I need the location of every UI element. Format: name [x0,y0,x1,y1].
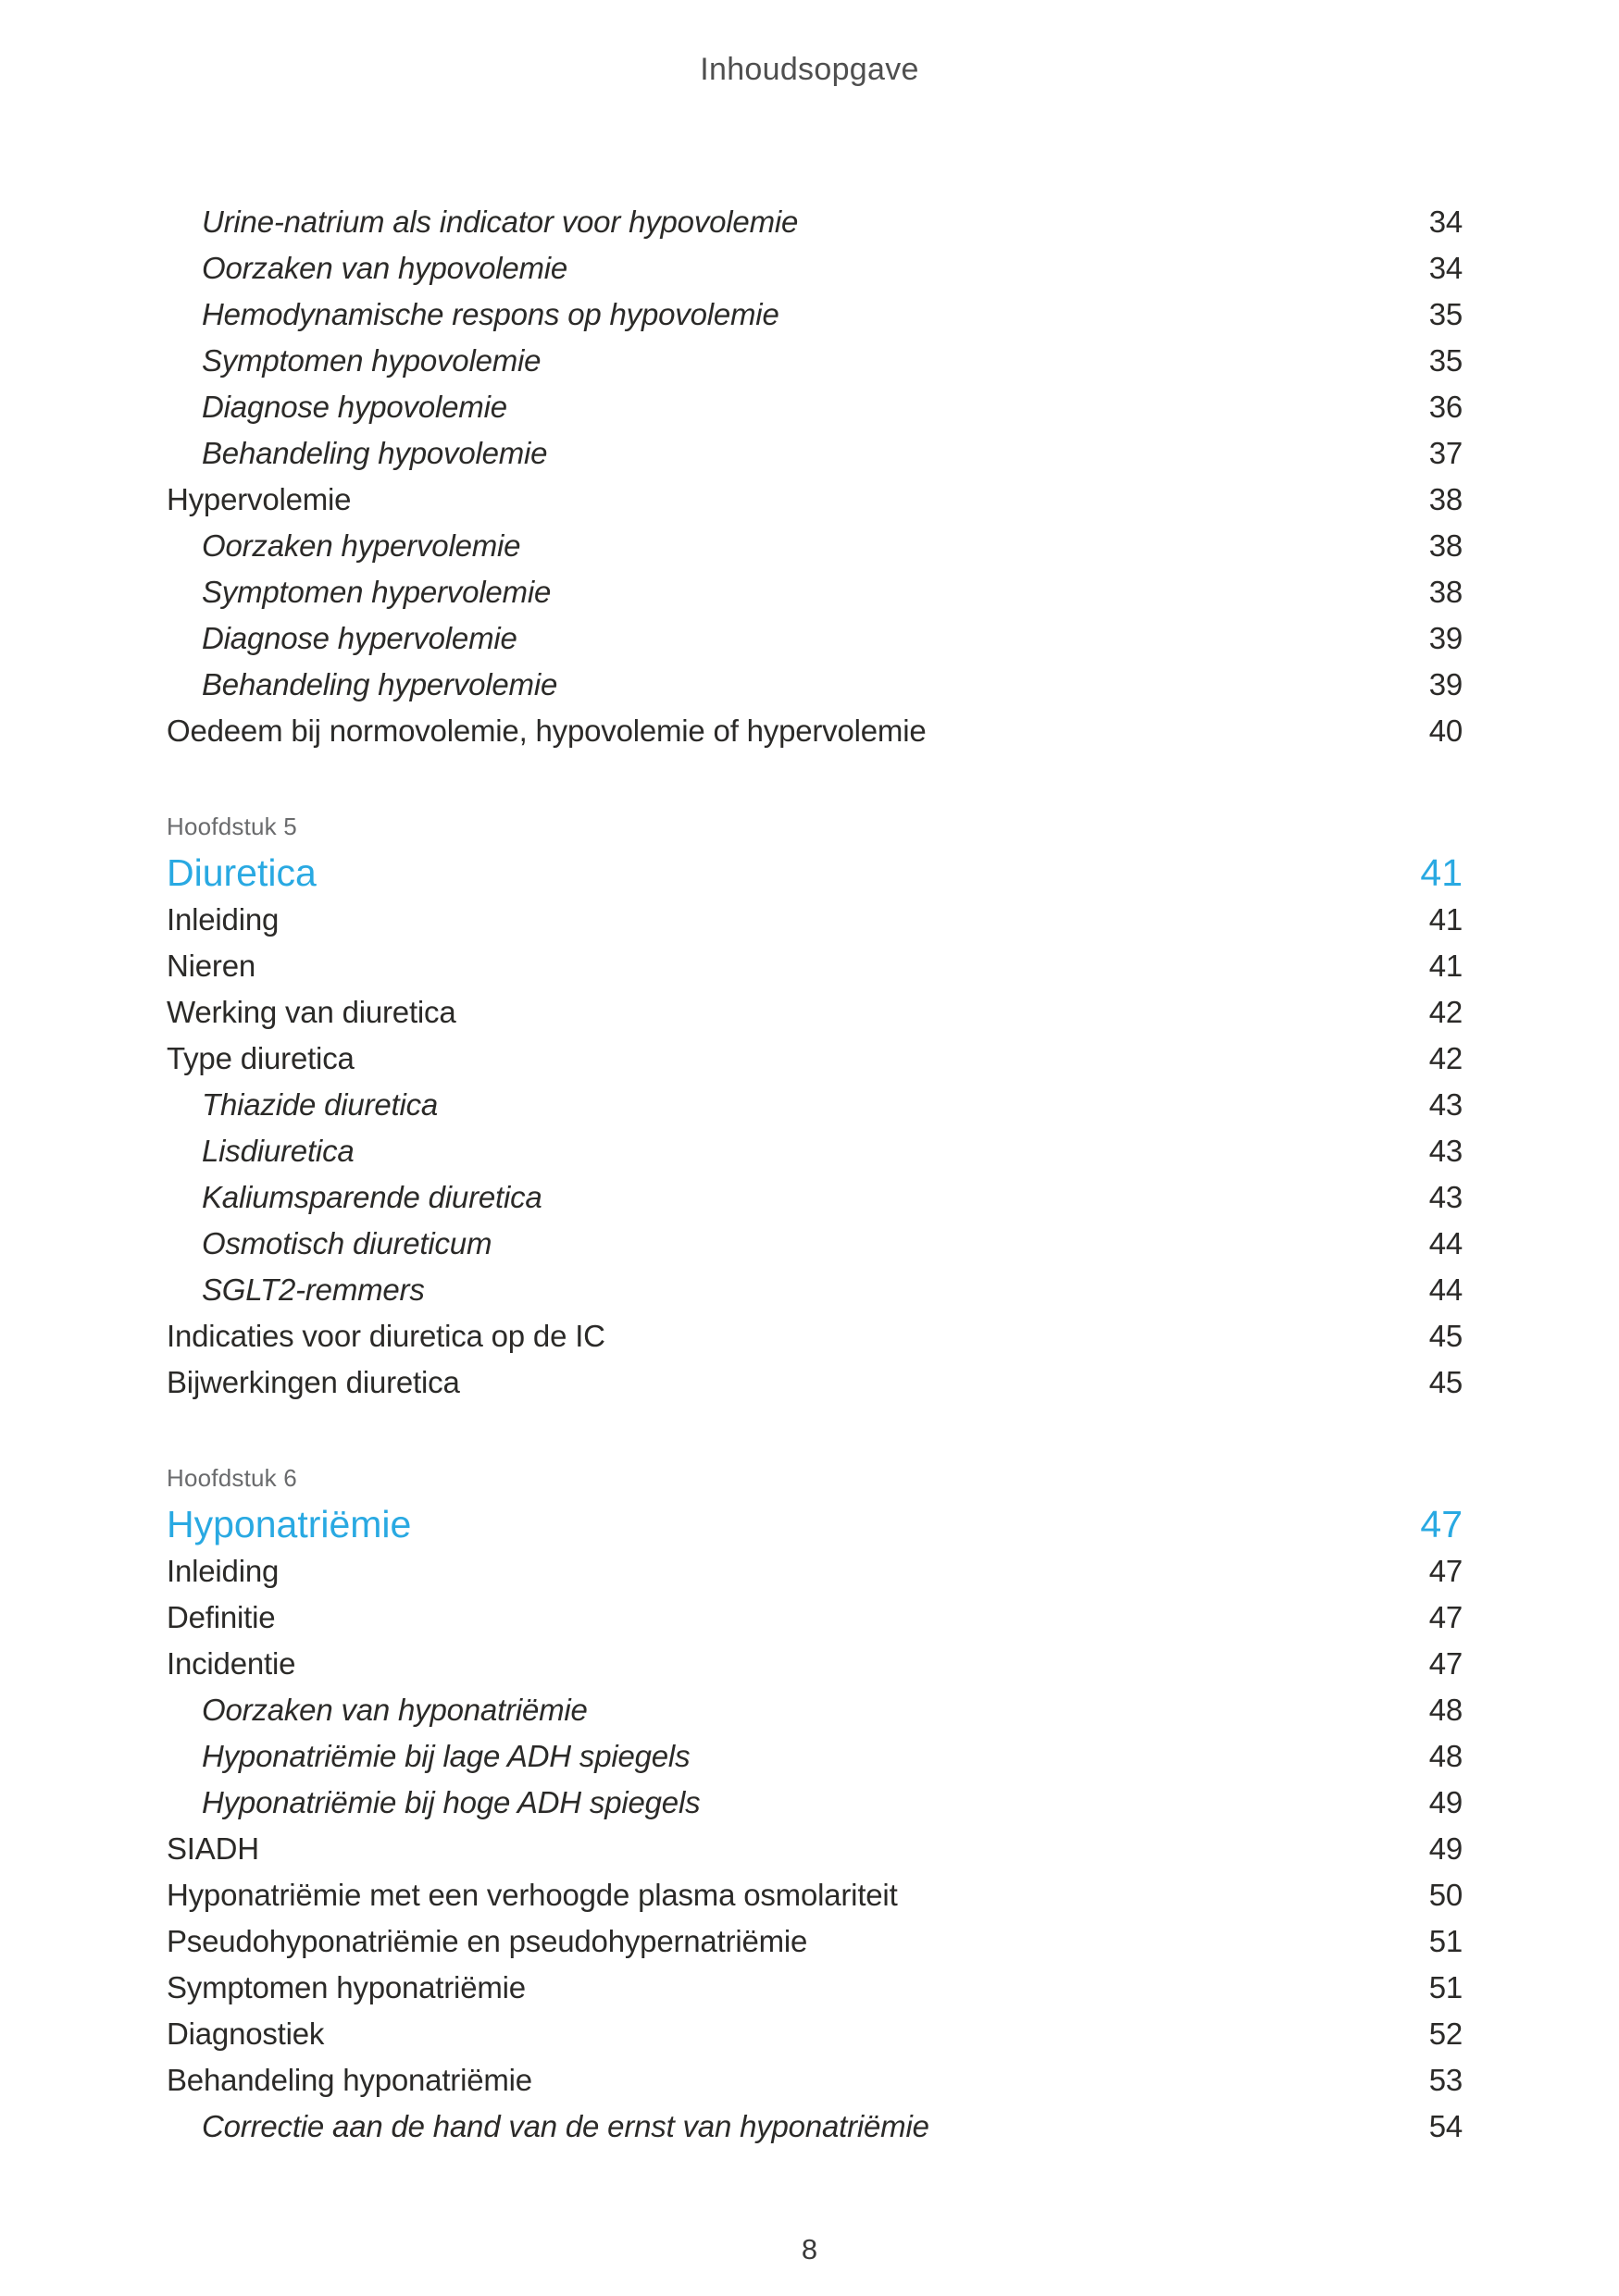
toc-entry[interactable] [167,523,1463,569]
toc-entry-label: Thiazide diuretica [202,1087,439,1122]
toc-entry-page: 47 [1428,1554,1463,1588]
toc-section [167,805,1463,1406]
page-footer [0,2228,1619,2271]
toc-entry-label: Oorzaken van hyponatriëmie [202,1693,588,1727]
toc-entry-label: Type diuretica [167,1041,355,1075]
toc-entry-label: Diagnose hypovolemie [202,390,507,424]
toc-entry-label: Inleiding [167,902,280,937]
toc-entry-page: 38 [1428,575,1463,609]
toc-entry-page: 37 [1428,436,1463,470]
toc-entry[interactable] [167,2057,1463,2104]
toc-entry-label: Osmotisch diureticum [202,1226,492,1260]
toc-entry-label: SGLT2-remmers [202,1272,425,1307]
toc-entry-label: Symptomen hypovolemie [202,343,542,378]
toc-entry[interactable] [167,1174,1463,1221]
toc-entry-page: 39 [1428,621,1463,655]
toc-entry-page: 41 [1428,949,1463,983]
toc-entry[interactable] [167,1965,1463,2011]
toc-entry[interactable] [167,292,1463,338]
toc-entry-label: Urine-natrium als indicator voor hypovolemie [202,205,799,239]
toc-entry-page: 49 [1428,1831,1463,1866]
toc-entry-label: Symptomen hyponatriëmie [167,1970,526,2004]
toc-entry[interactable] [167,1872,1463,1918]
toc-entry-label: Hyponatriëmie bij hoge ADH spiegels [202,1785,701,1819]
toc-entry[interactable] [167,897,1463,943]
toc-entry-page: 48 [1428,1739,1463,1773]
toc-entry-page: 47 [1428,1646,1463,1681]
toc-entry-page: 51 [1428,1970,1463,2004]
toc-entry[interactable] [167,1733,1463,1780]
toc-entry-page: 41 [1428,902,1463,937]
toc-entry[interactable] [167,199,1463,245]
toc-entry-page: 35 [1428,343,1463,378]
toc-entry[interactable] [167,1082,1463,1128]
toc-entry-page: 43 [1428,1134,1463,1168]
toc-entry[interactable] [167,1313,1463,1359]
toc-section [167,199,1463,754]
toc-entry-label: Lisdiuretica [202,1134,355,1168]
toc-entry-label: Hypervolemie [167,482,352,516]
toc-entry-page: 43 [1428,1180,1463,1214]
toc-entry-page: 52 [1428,2017,1463,2051]
toc-entry[interactable] [167,1036,1463,1082]
toc-entry-label: Oorzaken hypervolemie [202,528,521,563]
toc-entry-page: 49 [1428,1785,1463,1819]
toc-entry[interactable] [167,1267,1463,1313]
chapter-title: Diuretica [167,850,317,894]
toc-entry-label: Definitie [167,1600,276,1634]
toc-entry[interactable] [167,1641,1463,1687]
toc-entry-page: 45 [1428,1319,1463,1353]
toc-entry-page: 40 [1428,714,1463,748]
toc-entry-label: Diagnose hypervolemie [202,621,517,655]
toc-entry-label: SIADH [167,1831,259,1866]
toc-entry-label: Oedeem bij normovolemie, hypovolemie of hypervolemie [167,714,927,748]
toc-entry[interactable] [167,1780,1463,1826]
toc-entry[interactable] [167,338,1463,384]
toc-entry-page: 48 [1428,1693,1463,1727]
chapter-title-row[interactable] [167,1500,1463,1548]
toc-entry-page: 50 [1428,1878,1463,1912]
toc-entry-label: Hyponatriëmie met een verhoogde plasma osmolariteit [167,1878,898,1912]
toc-entry[interactable] [167,989,1463,1036]
toc-entry-label: Kaliumsparende diuretica [202,1180,542,1214]
chapter-title: Hyponatriëmie [167,1502,412,1545]
toc-entry-page: 54 [1428,2109,1463,2143]
toc-entry-label: Pseudohyponatriëmie en pseudohypernatriëmie [167,1924,808,1958]
toc-entry-page: 44 [1428,1272,1463,1307]
toc-entry-page: 36 [1428,390,1463,424]
toc-entry[interactable] [167,1826,1463,1872]
toc-entry[interactable] [167,1128,1463,1174]
toc-entry-label: Werking van diuretica [167,995,456,1029]
toc-entry-page: 34 [1428,205,1463,239]
toc-entry-page: 43 [1428,1087,1463,1122]
toc-entry-page: 35 [1428,297,1463,331]
toc-entry-page: 51 [1428,1924,1463,1958]
toc-section [167,1457,1463,2150]
toc-entry-label: Behandeling hyponatriëmie [167,2063,532,2097]
toc-entry[interactable] [167,1359,1463,1406]
toc-entry-label: Hemodynamische respons op hypovolemie [202,297,779,331]
toc-entry-label: Correctie aan de hand van de ernst van hyponatriëmie [202,2109,929,2143]
toc-entry-page: 34 [1428,251,1463,285]
toc-entry[interactable] [167,615,1463,662]
toc-entry-label: Diagnostiek [167,2017,325,2051]
toc-entry[interactable] [167,245,1463,292]
toc-entry[interactable] [167,1595,1463,1641]
toc-entry[interactable] [167,1221,1463,1267]
toc-entry[interactable] [167,430,1463,477]
toc-entry-label: Incidentie [167,1646,296,1681]
chapter-label: Hoofdstuk 6 [167,1464,297,1492]
toc-entry[interactable] [167,1918,1463,1965]
toc-entry[interactable] [167,477,1463,523]
toc-entry[interactable] [167,662,1463,708]
toc-entry[interactable] [167,569,1463,615]
toc-entry-label: Hyponatriëmie bij lage ADH spiegels [202,1739,691,1773]
toc-entry[interactable] [167,943,1463,989]
toc-entry-page: 47 [1428,1600,1463,1634]
toc-entry-page: 53 [1428,2063,1463,2097]
chapter-title-page: 47 [1420,1502,1463,1545]
toc-entry-page: 38 [1428,482,1463,516]
toc-entry-label: Behandeling hypovolemie [202,436,548,470]
toc-entry[interactable] [167,1687,1463,1733]
toc-entry-label: Behandeling hypervolemie [202,667,558,701]
table-of-contents [167,199,1463,2150]
page-header-title: Inhoudsopgave [700,52,919,87]
toc-entry-label: Oorzaken van hypovolemie [202,251,568,285]
toc-entry-label: Indicaties voor diuretica op de IC [167,1319,605,1353]
toc-entry-page: 45 [1428,1365,1463,1399]
toc-entry-page: 39 [1428,667,1463,701]
toc-entry-page: 42 [1428,995,1463,1029]
toc-entry-label: Bijwerkingen diuretica [167,1365,460,1399]
toc-entry[interactable] [167,708,1463,754]
toc-entry[interactable] [167,2104,1463,2150]
page-number: 8 [801,2233,818,2265]
toc-entry[interactable] [167,1548,1463,1595]
toc-entry-page: 44 [1428,1226,1463,1260]
chapter-title-row[interactable] [167,849,1463,897]
toc-entry-label: Inleiding [167,1554,280,1588]
page-header [0,48,1619,91]
toc-entry-page: 42 [1428,1041,1463,1075]
toc-entry-label: Nieren [167,949,256,983]
chapter-title-page: 41 [1420,850,1463,894]
toc-entry[interactable] [167,2011,1463,2057]
toc-entry-label: Symptomen hypervolemie [202,575,552,609]
chapter-label: Hoofdstuk 5 [167,813,297,840]
toc-entry-page: 38 [1428,528,1463,563]
toc-entry[interactable] [167,384,1463,430]
